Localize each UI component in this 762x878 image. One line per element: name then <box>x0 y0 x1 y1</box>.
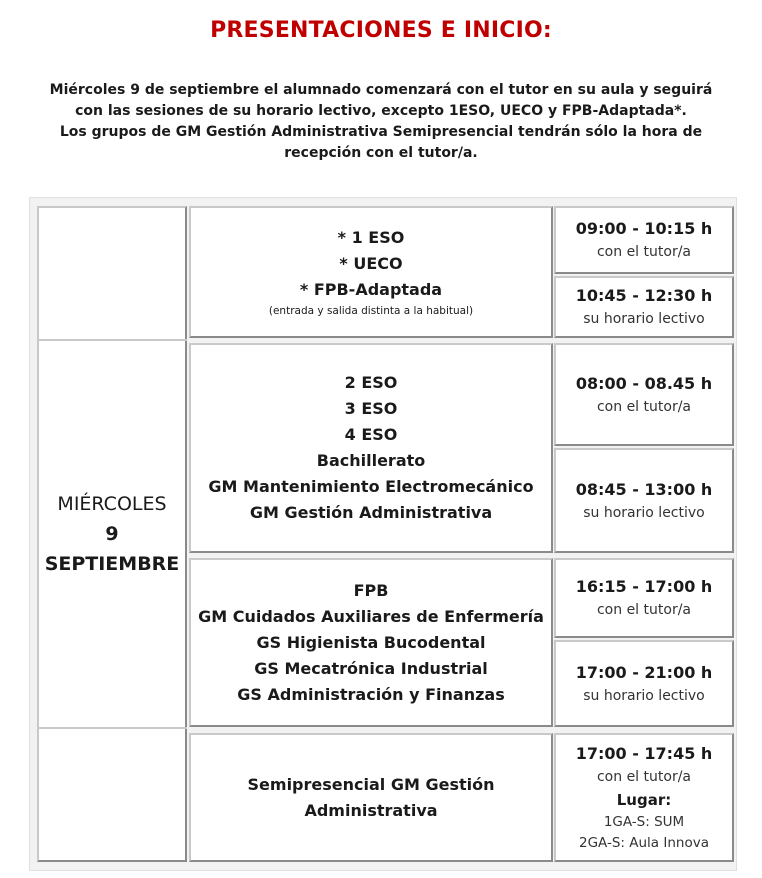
group-label: GS Higienista Bucodental <box>256 632 486 652</box>
group-label: * 1 ESO <box>337 228 405 247</box>
group-label: GM Gestión Administrativa <box>249 503 493 522</box>
time-slot-cell <box>554 733 734 862</box>
intro-paragraph <box>40 80 722 164</box>
page-title: PRESENTACIONES E INICIO: <box>210 18 552 43</box>
time-label: su horario lectivo <box>583 504 705 521</box>
place-item: 1GA-S: SUM <box>603 813 685 830</box>
row-divider <box>37 727 187 729</box>
group-label: FPB <box>353 580 389 600</box>
group-label: GM Mantenimiento Electromecánico <box>208 477 534 496</box>
group-label: 3 ESO <box>344 399 398 418</box>
group-label: Administrativa <box>304 800 438 820</box>
time-slot-cell <box>554 640 734 727</box>
group-label: * FPB-Adaptada <box>299 280 443 299</box>
groups-cell-block-4 <box>189 733 553 862</box>
place-item: 2GA-S: Aula Innova <box>579 834 709 851</box>
time-label: con el tutor/a <box>596 244 691 260</box>
place-title: Lugar: <box>616 790 672 809</box>
time-label: con el tutor/a <box>596 398 691 415</box>
time-label: su horario lectivo <box>583 311 705 327</box>
day-month: SEPTIEMBRE <box>44 553 180 575</box>
time-range: 17:00 - 17:45 h <box>575 743 713 763</box>
intro-line: Miércoles 9 de septiembre el alumnado comenzará con el tutor en su aula y seguirá <box>49 82 713 98</box>
group-label: * UECO <box>339 254 403 273</box>
intro-line: Los grupos de GM Gestión Administrativa Semipresencial tendrán sólo la hora de <box>59 124 703 140</box>
groups-cell-block-3 <box>189 558 553 727</box>
group-label: Semipresencial GM Gestión <box>247 774 495 794</box>
row-divider <box>37 339 187 341</box>
day-weekday: MIÉRCOLES <box>57 493 167 515</box>
time-label: con el tutor/a <box>596 602 691 618</box>
group-label: 2 ESO <box>344 373 398 392</box>
group-label: GS Mecatrónica Industrial <box>254 658 488 678</box>
time-range: 17:00 - 21:00 h <box>575 662 713 682</box>
time-slot-cell <box>554 343 734 446</box>
time-range: 08:45 - 13:00 h <box>575 479 713 499</box>
groups-cell-block-1 <box>189 206 553 338</box>
group-label: GS Administración y Finanzas <box>237 684 505 704</box>
groups-cell-block-2 <box>189 343 553 553</box>
time-range: 10:45 - 12:30 h <box>575 286 713 305</box>
group-note: (entrada y salida distinta a la habitual) <box>268 305 474 317</box>
day-cell <box>37 206 187 862</box>
time-range: 08:00 - 08.45 h <box>575 373 713 393</box>
time-range: 09:00 - 10:15 h <box>575 219 713 238</box>
group-label: Bachillerato <box>316 451 426 470</box>
group-label: 4 ESO <box>344 425 398 444</box>
time-slot-cell <box>554 448 734 553</box>
group-label: GM Cuidados Auxiliares de Enfermería <box>198 606 544 626</box>
intro-line: recepción con el tutor/a. <box>284 145 478 161</box>
time-slot-cell <box>554 206 734 274</box>
time-slot-cell <box>554 276 734 338</box>
time-range: 16:15 - 17:00 h <box>575 577 713 596</box>
intro-line: con las sesiones de su horario lectivo, excepto 1ESO, UECO y FPB-Adaptada*. <box>75 103 687 119</box>
time-slot-cell <box>554 558 734 638</box>
time-label: con el tutor/a <box>596 768 691 785</box>
time-label: su horario lectivo <box>583 687 705 704</box>
day-number: 9 <box>105 523 119 545</box>
